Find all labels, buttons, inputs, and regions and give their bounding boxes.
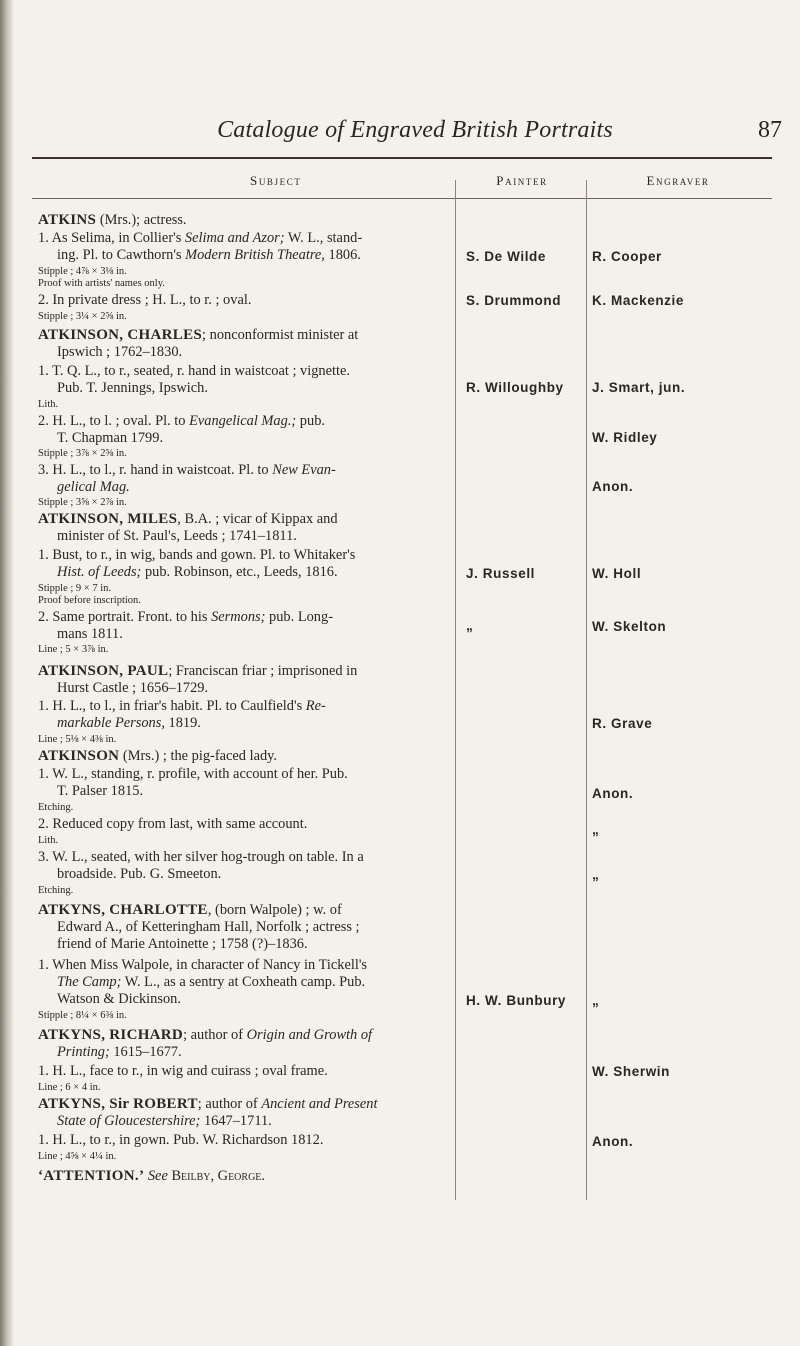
engraver-name: Anon.: [592, 1134, 634, 1149]
painter-name: S. De Wilde: [466, 249, 546, 264]
running-title: Catalogue of Engraved British Portraits: [217, 117, 613, 143]
painter-name: „: [466, 618, 474, 633]
entry-name: ATKINSON, PAUL: [38, 663, 169, 679]
engraver-name: W. Sherwin: [592, 1064, 671, 1079]
engraver-name: W. Holl: [592, 566, 642, 581]
engraver-name: „: [592, 993, 600, 1008]
book-gutter-shadow: [0, 0, 14, 1346]
painter-name: R. Willoughby: [466, 380, 564, 395]
painter-name: S. Drummond: [466, 293, 562, 308]
engraver-name: R. Grave: [592, 716, 653, 731]
entry-name: ATKINSON: [38, 748, 120, 764]
engraver-name: Anon.: [592, 479, 634, 494]
engraver-name: W. Skelton: [592, 619, 667, 634]
painter-name: H. W. Bunbury: [466, 993, 567, 1008]
entry-name: ATKINS: [38, 212, 97, 228]
column-header-subject: Subject: [250, 173, 302, 188]
entry-name: ATKYNS, CHARLOTTE: [38, 902, 208, 918]
column-header-engraver: Engraver: [646, 173, 710, 188]
engraver-name: „: [592, 822, 600, 837]
entry-name: ATKYNS, Sir ROBERT: [38, 1096, 198, 1112]
column-divider: [455, 180, 456, 1200]
entry-name: ATKINSON, CHARLES: [38, 327, 203, 343]
column-divider: [586, 180, 587, 1200]
column-header-painter: Painter: [496, 173, 548, 188]
entry-name: ATKYNS, RICHARD: [38, 1027, 184, 1043]
engraver-name: Anon.: [592, 786, 634, 801]
engraver-name: J. Smart, jun.: [592, 380, 686, 395]
engraver-name: R. Cooper: [592, 249, 662, 264]
painter-name: J. Russell: [466, 566, 536, 581]
header-rule: [32, 157, 772, 159]
page-header: [30, 117, 800, 145]
page-number: 87: [758, 117, 782, 143]
entry-name: ‘ATTENTION.’: [38, 1168, 145, 1184]
engraver-name: „: [592, 867, 600, 882]
entry-name: ATKINSON, MILES: [38, 511, 178, 527]
engraver-name: W. Ridley: [592, 430, 658, 445]
column-header-rule: [32, 198, 772, 199]
engraver-name: K. Mackenzie: [592, 293, 684, 308]
